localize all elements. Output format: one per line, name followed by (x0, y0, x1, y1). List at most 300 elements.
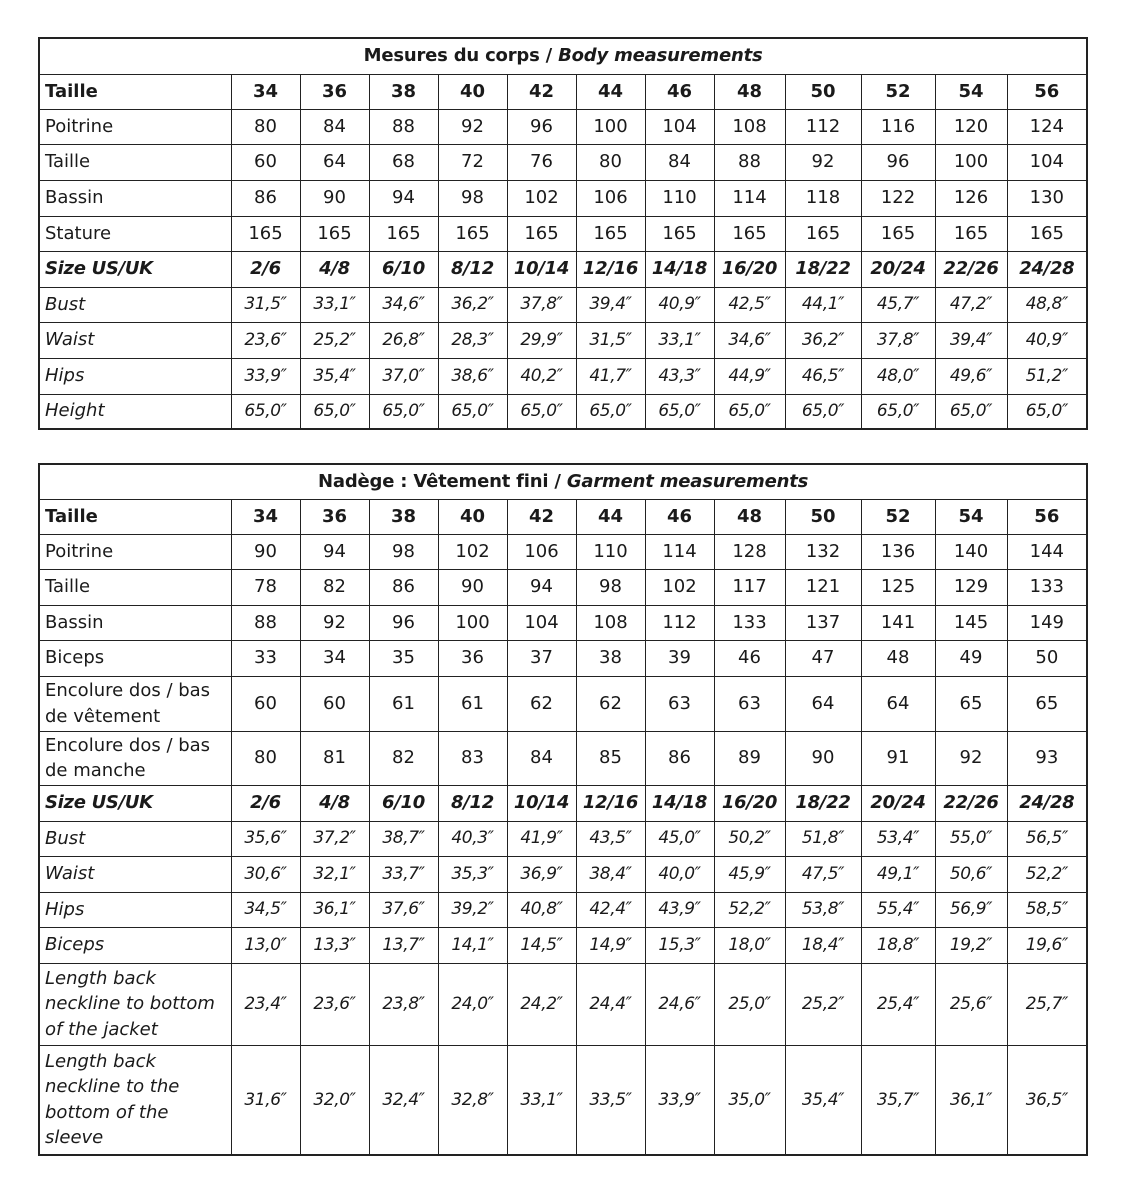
value-cell: 106 (576, 180, 645, 216)
value-cell: 33 (231, 640, 300, 676)
value-cell: 40,8″ (507, 892, 576, 927)
value-cell: 23,6″ (231, 322, 300, 358)
value-cell: 128 (714, 534, 785, 569)
value-cell: 18,8″ (861, 927, 935, 963)
value-cell: 96 (507, 109, 576, 144)
row-label: Bust (39, 287, 231, 322)
value-cell: 65,0″ (785, 394, 861, 429)
value-cell: 41,7″ (576, 358, 645, 394)
value-cell: 68 (369, 144, 438, 180)
value-cell: 100 (935, 144, 1007, 180)
table-row (39, 358, 1087, 394)
value-cell: 33,9″ (645, 1045, 714, 1155)
row-label: Waist (39, 322, 231, 358)
value-cell: 86 (231, 180, 300, 216)
value-cell: 56,5″ (1007, 821, 1087, 856)
value-cell: 38 (576, 640, 645, 676)
table-row (39, 676, 1087, 731)
value-cell: 35,4″ (785, 1045, 861, 1155)
value-cell: 82 (369, 731, 438, 785)
table-row (39, 640, 1087, 676)
value-cell: 33,9″ (231, 358, 300, 394)
value-cell: 80 (231, 109, 300, 144)
us-size-header-cell: 14/18 (645, 785, 714, 821)
value-cell: 80 (576, 144, 645, 180)
value-cell: 118 (785, 180, 861, 216)
value-cell: 122 (861, 180, 935, 216)
table-row (39, 534, 1087, 569)
value-cell: 52,2″ (1007, 856, 1087, 892)
value-cell: 65,0″ (576, 394, 645, 429)
value-cell: 40,2″ (507, 358, 576, 394)
value-cell: 36,2″ (785, 322, 861, 358)
value-cell: 37,2″ (300, 821, 369, 856)
us-size-header-cell: 4/8 (300, 251, 369, 287)
value-cell: 49,6″ (935, 358, 1007, 394)
value-cell: 29,9″ (507, 322, 576, 358)
value-cell: 104 (645, 109, 714, 144)
us-size-header-cell: 8/12 (438, 785, 507, 821)
size-header-cell: 38 (369, 499, 438, 534)
row-label: Biceps (39, 640, 231, 676)
value-cell: 88 (369, 109, 438, 144)
value-cell: 30,6″ (231, 856, 300, 892)
value-cell: 53,8″ (785, 892, 861, 927)
metric-size-header-row (39, 74, 1087, 109)
value-cell: 140 (935, 534, 1007, 569)
row-label: Bassin (39, 605, 231, 640)
row-label: Bassin (39, 180, 231, 216)
value-cell: 124 (1007, 109, 1087, 144)
us-size-header-cell: 18/22 (785, 785, 861, 821)
table-row (39, 963, 1087, 1045)
title-french: Mesures du corps / (363, 45, 559, 67)
size-header-cell: 34 (231, 499, 300, 534)
us-size-header-cell: 16/20 (714, 251, 785, 287)
value-cell: 112 (645, 605, 714, 640)
value-cell: 33,7″ (369, 856, 438, 892)
value-cell: 86 (369, 569, 438, 605)
row-label: Stature (39, 216, 231, 251)
value-cell: 46 (714, 640, 785, 676)
row-label: Encolure dos / bas de vêtement (39, 676, 231, 731)
value-cell: 98 (576, 569, 645, 605)
value-cell: 149 (1007, 605, 1087, 640)
value-cell: 78 (231, 569, 300, 605)
value-cell: 40,3″ (438, 821, 507, 856)
table-row (39, 569, 1087, 605)
value-cell: 129 (935, 569, 1007, 605)
value-cell: 38,4″ (576, 856, 645, 892)
value-cell: 165 (369, 216, 438, 251)
metric-size-header-row (39, 499, 1087, 534)
value-cell: 86 (645, 731, 714, 785)
us-size-header-cell: 12/16 (576, 785, 645, 821)
value-cell: 65,0″ (369, 394, 438, 429)
value-cell: 106 (507, 534, 576, 569)
value-cell: 38,6″ (438, 358, 507, 394)
value-cell: 24,2″ (507, 963, 576, 1045)
value-cell: 145 (935, 605, 1007, 640)
value-cell: 121 (785, 569, 861, 605)
value-cell: 114 (645, 534, 714, 569)
value-cell: 25,2″ (300, 322, 369, 358)
value-cell: 92 (300, 605, 369, 640)
value-cell: 34,5″ (231, 892, 300, 927)
size-header-cell: 44 (576, 74, 645, 109)
value-cell: 94 (507, 569, 576, 605)
value-cell: 133 (1007, 569, 1087, 605)
value-cell: 63 (645, 676, 714, 731)
value-cell: 90 (231, 534, 300, 569)
us-size-header-cell: 22/26 (935, 785, 1007, 821)
value-cell: 35,7″ (861, 1045, 935, 1155)
size-header-cell: 52 (861, 74, 935, 109)
value-cell: 43,5″ (576, 821, 645, 856)
value-cell: 43,3″ (645, 358, 714, 394)
table-row (39, 927, 1087, 963)
value-cell: 165 (645, 216, 714, 251)
value-cell: 43,9″ (645, 892, 714, 927)
value-cell: 133 (714, 605, 785, 640)
value-cell: 165 (507, 216, 576, 251)
us-size-header-cell: 12/16 (576, 251, 645, 287)
value-cell: 100 (576, 109, 645, 144)
value-cell: 104 (1007, 144, 1087, 180)
value-cell: 104 (507, 605, 576, 640)
value-cell: 60 (231, 676, 300, 731)
value-cell: 90 (300, 180, 369, 216)
us-size-header-cell: 18/22 (785, 251, 861, 287)
value-cell: 23,6″ (300, 963, 369, 1045)
value-cell: 49 (935, 640, 1007, 676)
value-cell: 37,6″ (369, 892, 438, 927)
size-header-cell: 54 (935, 74, 1007, 109)
table-row (39, 1045, 1087, 1155)
value-cell: 31,6″ (231, 1045, 300, 1155)
us-size-header-cell: 24/28 (1007, 251, 1087, 287)
row-label: Poitrine (39, 534, 231, 569)
value-cell: 45,0″ (645, 821, 714, 856)
us-size-header-cell: 10/14 (507, 785, 576, 821)
table-row (39, 109, 1087, 144)
value-cell: 85 (576, 731, 645, 785)
value-cell: 42,5″ (714, 287, 785, 322)
value-cell: 36,5″ (1007, 1045, 1087, 1155)
value-cell: 33,5″ (576, 1045, 645, 1155)
value-cell: 89 (714, 731, 785, 785)
value-cell: 91 (861, 731, 935, 785)
value-cell: 18,0″ (714, 927, 785, 963)
value-cell: 76 (507, 144, 576, 180)
table-row (39, 605, 1087, 640)
value-cell: 39,4″ (576, 287, 645, 322)
us-size-header-row (39, 251, 1087, 287)
value-cell: 165 (935, 216, 1007, 251)
value-cell: 64 (861, 676, 935, 731)
value-cell: 65,0″ (231, 394, 300, 429)
value-cell: 36,1″ (935, 1045, 1007, 1155)
value-cell: 36,9″ (507, 856, 576, 892)
size-header-cell: 48 (714, 74, 785, 109)
size-header-cell: 34 (231, 74, 300, 109)
value-cell: 55,0″ (935, 821, 1007, 856)
value-cell: 82 (300, 569, 369, 605)
value-cell: 165 (438, 216, 507, 251)
value-cell: 32,0″ (300, 1045, 369, 1155)
value-cell: 23,8″ (369, 963, 438, 1045)
value-cell: 48,8″ (1007, 287, 1087, 322)
value-cell: 45,9″ (714, 856, 785, 892)
table-title (39, 38, 1087, 74)
value-cell: 40,9″ (1007, 322, 1087, 358)
value-cell: 24,0″ (438, 963, 507, 1045)
us-size-header-cell: 20/24 (861, 251, 935, 287)
value-cell: 93 (1007, 731, 1087, 785)
value-cell: 100 (438, 605, 507, 640)
value-cell: 35,0″ (714, 1045, 785, 1155)
value-cell: 33,1″ (507, 1045, 576, 1155)
us-size-header-cell: 2/6 (231, 785, 300, 821)
value-cell: 25,7″ (1007, 963, 1087, 1045)
value-cell: 63 (714, 676, 785, 731)
table-row (39, 216, 1087, 251)
us-size-header-cell: 4/8 (300, 785, 369, 821)
value-cell: 65,0″ (935, 394, 1007, 429)
size-header-cell: 40 (438, 74, 507, 109)
value-cell: 50,6″ (935, 856, 1007, 892)
value-cell: 65 (1007, 676, 1087, 731)
us-size-header-cell: 14/18 (645, 251, 714, 287)
value-cell: 42,4″ (576, 892, 645, 927)
garment-measurements-table (38, 463, 1088, 1156)
value-cell: 33,1″ (645, 322, 714, 358)
value-cell: 32,1″ (300, 856, 369, 892)
value-cell: 44,9″ (714, 358, 785, 394)
value-cell: 36,2″ (438, 287, 507, 322)
us-size-header-label: Size US/UK (39, 785, 231, 821)
value-cell: 47,2″ (935, 287, 1007, 322)
value-cell: 81 (300, 731, 369, 785)
value-cell: 110 (645, 180, 714, 216)
row-label: Encolure dos / bas de manche (39, 731, 231, 785)
value-cell: 50,2″ (714, 821, 785, 856)
title-english: Garment measurements (566, 470, 809, 492)
value-cell: 60 (231, 144, 300, 180)
value-cell: 94 (369, 180, 438, 216)
value-cell: 62 (507, 676, 576, 731)
value-cell: 61 (438, 676, 507, 731)
value-cell: 108 (576, 605, 645, 640)
value-cell: 110 (576, 534, 645, 569)
size-header-cell: 56 (1007, 74, 1087, 109)
value-cell: 35,4″ (300, 358, 369, 394)
value-cell: 35 (369, 640, 438, 676)
table-row (39, 144, 1087, 180)
value-cell: 64 (785, 676, 861, 731)
value-cell: 88 (231, 605, 300, 640)
value-cell: 51,8″ (785, 821, 861, 856)
value-cell: 13,0″ (231, 927, 300, 963)
value-cell: 83 (438, 731, 507, 785)
value-cell: 165 (1007, 216, 1087, 251)
value-cell: 165 (861, 216, 935, 251)
value-cell: 65,0″ (1007, 394, 1087, 429)
value-cell: 39,2″ (438, 892, 507, 927)
value-cell: 165 (714, 216, 785, 251)
value-cell: 47,5″ (785, 856, 861, 892)
row-label: Length back neckline to bottom of the jacket (39, 963, 231, 1045)
value-cell: 96 (861, 144, 935, 180)
us-size-header-label: Size US/UK (39, 251, 231, 287)
value-cell: 31,5″ (231, 287, 300, 322)
value-cell: 25,4″ (861, 963, 935, 1045)
value-cell: 165 (576, 216, 645, 251)
value-cell: 48 (861, 640, 935, 676)
value-cell: 65,0″ (861, 394, 935, 429)
value-cell: 126 (935, 180, 1007, 216)
value-cell: 90 (438, 569, 507, 605)
value-cell: 47 (785, 640, 861, 676)
value-cell: 102 (645, 569, 714, 605)
value-cell: 18,4″ (785, 927, 861, 963)
value-cell: 38,7″ (369, 821, 438, 856)
row-label: Waist (39, 856, 231, 892)
row-label: Length back neckline to the bottom of the sleeve (39, 1045, 231, 1155)
value-cell: 13,3″ (300, 927, 369, 963)
size-header-cell: 56 (1007, 499, 1087, 534)
value-cell: 48,0″ (861, 358, 935, 394)
value-cell: 53,4″ (861, 821, 935, 856)
table-title (39, 464, 1087, 499)
value-cell: 117 (714, 569, 785, 605)
table-row (39, 892, 1087, 927)
value-cell: 44,1″ (785, 287, 861, 322)
value-cell: 62 (576, 676, 645, 731)
value-cell: 165 (785, 216, 861, 251)
value-cell: 24,6″ (645, 963, 714, 1045)
value-cell: 23,4″ (231, 963, 300, 1045)
value-cell: 49,1″ (861, 856, 935, 892)
value-cell: 102 (438, 534, 507, 569)
size-header-label: Taille (39, 74, 231, 109)
value-cell: 37,0″ (369, 358, 438, 394)
value-cell: 41,9″ (507, 821, 576, 856)
value-cell: 72 (438, 144, 507, 180)
value-cell: 37,8″ (861, 322, 935, 358)
value-cell: 58,5″ (1007, 892, 1087, 927)
title-french: Nadège : Vêtement fini / (318, 470, 567, 492)
row-label: Biceps (39, 927, 231, 963)
value-cell: 26,8″ (369, 322, 438, 358)
size-header-cell: 54 (935, 499, 1007, 534)
value-cell: 165 (231, 216, 300, 251)
value-cell: 25,6″ (935, 963, 1007, 1045)
table-row (39, 856, 1087, 892)
value-cell: 80 (231, 731, 300, 785)
row-label: Taille (39, 569, 231, 605)
value-cell: 60 (300, 676, 369, 731)
us-size-header-cell: 22/26 (935, 251, 1007, 287)
value-cell: 84 (507, 731, 576, 785)
value-cell: 136 (861, 534, 935, 569)
value-cell: 96 (369, 605, 438, 640)
us-size-header-cell: 10/14 (507, 251, 576, 287)
value-cell: 39,4″ (935, 322, 1007, 358)
value-cell: 120 (935, 109, 1007, 144)
value-cell: 35,6″ (231, 821, 300, 856)
row-label: Hips (39, 358, 231, 394)
size-header-cell: 46 (645, 74, 714, 109)
value-cell: 114 (714, 180, 785, 216)
value-cell: 65 (935, 676, 1007, 731)
value-cell: 94 (300, 534, 369, 569)
value-cell: 65,0″ (714, 394, 785, 429)
size-header-cell: 36 (300, 499, 369, 534)
value-cell: 28,3″ (438, 322, 507, 358)
value-cell: 132 (785, 534, 861, 569)
value-cell: 15,3″ (645, 927, 714, 963)
value-cell: 14,9″ (576, 927, 645, 963)
value-cell: 165 (300, 216, 369, 251)
row-label: Height (39, 394, 231, 429)
value-cell: 36,1″ (300, 892, 369, 927)
us-size-header-cell: 24/28 (1007, 785, 1087, 821)
row-label: Bust (39, 821, 231, 856)
value-cell: 31,5″ (576, 322, 645, 358)
value-cell: 98 (438, 180, 507, 216)
value-cell: 108 (714, 109, 785, 144)
value-cell: 36 (438, 640, 507, 676)
value-cell: 19,6″ (1007, 927, 1087, 963)
value-cell: 37,8″ (507, 287, 576, 322)
us-size-header-row (39, 785, 1087, 821)
value-cell: 32,8″ (438, 1045, 507, 1155)
value-cell: 61 (369, 676, 438, 731)
row-label: Hips (39, 892, 231, 927)
value-cell: 65,0″ (438, 394, 507, 429)
title-english: Body measurements (558, 45, 763, 67)
us-size-header-cell: 6/10 (369, 251, 438, 287)
table-row (39, 731, 1087, 785)
size-header-cell: 42 (507, 74, 576, 109)
table-row (39, 287, 1087, 322)
value-cell: 64 (300, 144, 369, 180)
us-size-header-cell: 8/12 (438, 251, 507, 287)
value-cell: 24,4″ (576, 963, 645, 1045)
value-cell: 137 (785, 605, 861, 640)
value-cell: 92 (935, 731, 1007, 785)
value-cell: 39 (645, 640, 714, 676)
value-cell: 19,2″ (935, 927, 1007, 963)
value-cell: 14,5″ (507, 927, 576, 963)
value-cell: 32,4″ (369, 1045, 438, 1155)
table-row (39, 180, 1087, 216)
title-row (39, 38, 1087, 74)
value-cell: 90 (785, 731, 861, 785)
row-label: Taille (39, 144, 231, 180)
body-measurements-table (38, 37, 1088, 430)
value-cell: 141 (861, 605, 935, 640)
value-cell: 65,0″ (645, 394, 714, 429)
value-cell: 102 (507, 180, 576, 216)
size-header-label: Taille (39, 499, 231, 534)
value-cell: 13,7″ (369, 927, 438, 963)
value-cell: 33,1″ (300, 287, 369, 322)
value-cell: 35,3″ (438, 856, 507, 892)
value-cell: 51,2″ (1007, 358, 1087, 394)
size-header-cell: 40 (438, 499, 507, 534)
